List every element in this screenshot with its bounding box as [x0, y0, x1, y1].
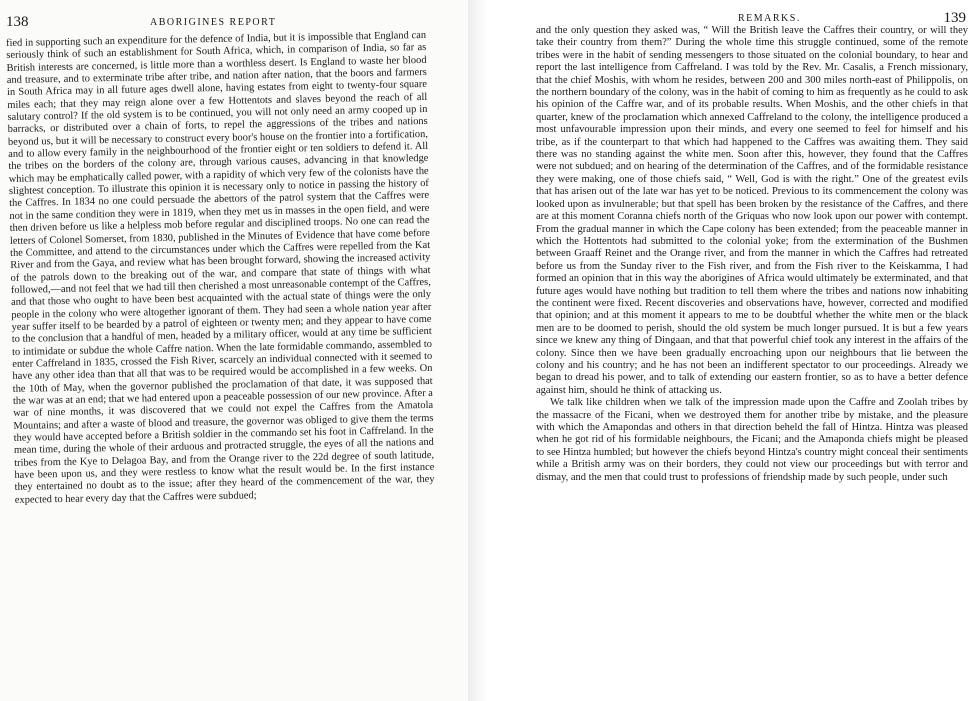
right-paragraph-2: We talk like children when we talk of the impression made upon the Caffre and Zoolah tribes by the massacre of the Ficani, when we destroyed them for another tribe by mistake, and the pleasure with which the Amapondas and others in that direction beheld the fall of Hintza. Hintza was pleased when he got rid of his formidable neighbours, the Ficani; and the Amaponda chiefs might be pleased to see Hintza humbled; but however the chiefs beyond Hintza's country might conceal their sentiments while a British army was on their borders, they could not view our proceedings but with terror and dismay, and the men that could trust to professions of friendship made by such people, under such	[536, 397, 968, 483]
left-body-text	[6, 30, 435, 507]
right-page	[500, 0, 974, 701]
left-page	[0, 0, 468, 701]
right-paragraph-1: and the only question they asked was, “ Will the British leave the Caffres their country, or will they take their country from them?” During the whole time this struggle continued, some of the remote tribes were in the habit of sending messengers to those situated on the colonial boundary, to hear and report the last intelligence from Caffreland. I was told by the Rev. Mr. Casalis, a French missionary, that the chief Moshis, with whom he resides, between 200 and 300 miles north-east of Philippolis, on the northern boundary of the colony, was in the habit of coming to him as frequently as he could to ask his opinion of the Caffre war, and of its probable results. When Moshis, and the other chiefs in that quarter, knew of the proclamation which annexed Caffreland to the colony, the intelligence produced a most unfavourable impression upon their minds, and every one seemed to feel for himself and his tribe, as if the counterpart to that which had happened to the Caffres was awaiting them. They said there was no standing against the white men. Soon after this, however, they found that the Caffres were not subdued; and on hearing of the determination of the Caffres, and of the formidable resistance they were making, one of those chiefs said, “ Well, God is with the right.” One of the greatest evils that has arisen out of the late war has yet to be noticed. Previous to its commencement the colony was looked upon as invulnerable; but that spell has been broken by the resistance of the Caffres, and there are at this moment Coranna chiefs north of the Griquas who now look upon our power with contempt. From the gradual manner in which the Cape colony has been extended; from the peaceable manner in which the Hottentots had submitted to the colonial yoke; from the extermination of the Bushmen between Graaff Reinet and the Orange river, and from the manner in which the Caffres had retreated before us from the Sunday river to the Fish river, and from the Fish river to the Keiskamma, I had formed an opinion that in this way the aborigines of Africa would ultimately be exterminated, and that future ages would have nothing but tradition to tell them where the tribes and nations now inhabiting the continent were fixed. Recent discoveries and observations have, however, corrected and modified that opinion; and at this moment it appears to me to be doubtful whether the white men or the black men are to be doomed to perish, should the old system be much longer pursued. It is but a few years since we knew any thing of Dingaan, and that that powerful chief took any interest in the affairs of the colony. Since then we have been gradually encroaching upon our neighbours that lie between the colony and his country; and he has not been an indifferent spectator to our proceedings. Already we began to dread his power, and to talk of extending our eastern frontier, so as to have a better defence against him, should he think of attacking us.	[536, 25, 968, 396]
book-gutter	[468, 0, 500, 701]
left-paragraph-1: fied in supporting such an expenditure for the defence of India, but it is impossible that England can seriously think of such an establishment for South Africa, which, in comparison of India, so far as British interests are concerned, is little more than a worthless desert. Is England to waste her blood and treasure, and to exterminate tribe after tribe, and nation after nation, that the boors and farmers in South Africa may in all future ages dwell alone, having estates from eight to twenty-four square miles each; that they may reign alone over a few Hottentots and slaves beyond the reach of all salutary control? If the old system is to be continued, you will not only need an army cooped up in barracks, or distributed over a chain of forts, to repel the aggressions of the tribes and nations beyond us, but it will be necessary to construct every boor's house on the frontier into a fortification, and to allow every family in the neighbourhood of the frontier eight or ten soldiers to defend it. All the tribes on the borders of the colony are, through various causes, advancing in that knowledge which may be emphatically called power, with a rapidity of which very few of the colonists have the slightest conception. To illustrate this opinion it is necessary only to notice in passing the history of the Caffres. In 1834 no one could persuade the abettors of the patrol system that the Caffres were not in the same condition they were in 1819, when they met us in masses in the open field, and were then driven before us like a helpless mob before regular and disciplined troops. No one can read the letters of Colonel Somerset, from 1830, published in the Minutes of Evidence that have come before the Committee, and attend to the circumstances under which the Caffres were repelled from the Kat River and from the Gaya, and review what has been brought forward, showing the increased activity of the patrols down to the breaking out of the war, and compare that state of things with what followed,—and not feel that we had till then cherished a most unreasonable contempt of the Caffres, and that those who ought to have been best acquainted with the actual state of things were the only people in the colony who were altogether ignorant of them. They had seen a whole nation year after year suffer itself to be bearded by a patrol of eighteen or twenty men; and they appear to have come to the conclusion that a handful of men, headed by a military officer, would at any time be sufficient to intimidate or subdue the whole Caffre nation. When the late formidable commando, assembled to enter Caffreland in 1835, crossed the Fish River, scarcely an individual connected with it seemed to have any other idea than that all that was to be required would be accomplished in a few weeks. On the 10th of May, when the governor published the proclamation of that date, it was supposed that the war was at an end; that we had entered upon a peaceable possession of our new province. After a war of nine months, it was discovered that we could not expel the Caffres from the Amatola Mountains; and after a waste of blood and treasure, the governor was obliged to give them the terms they would have accepted before a British soldier in the commando set his foot in Caffreland. In the mean time, during the whole of their arduous and protracted struggle, the eyes of all the nations and tribes from the Kye to Delagoa Bay, and from the Orange river to the 22d degree of south latitude, have been upon us, and they were restless to know what the result would be. In the first instance they entertained no doubt as to the issue; after they heard of the commencement of the war, they expected to hear every day that the Caffres were subdued;	[6, 29, 435, 506]
left-running-title: ABORIGINES REPORT	[150, 17, 277, 28]
right-running-title: REMARKS.	[738, 13, 801, 24]
right-page-number: 139	[943, 10, 966, 26]
left-page-number: 138	[6, 14, 29, 30]
right-body-text	[536, 25, 968, 484]
